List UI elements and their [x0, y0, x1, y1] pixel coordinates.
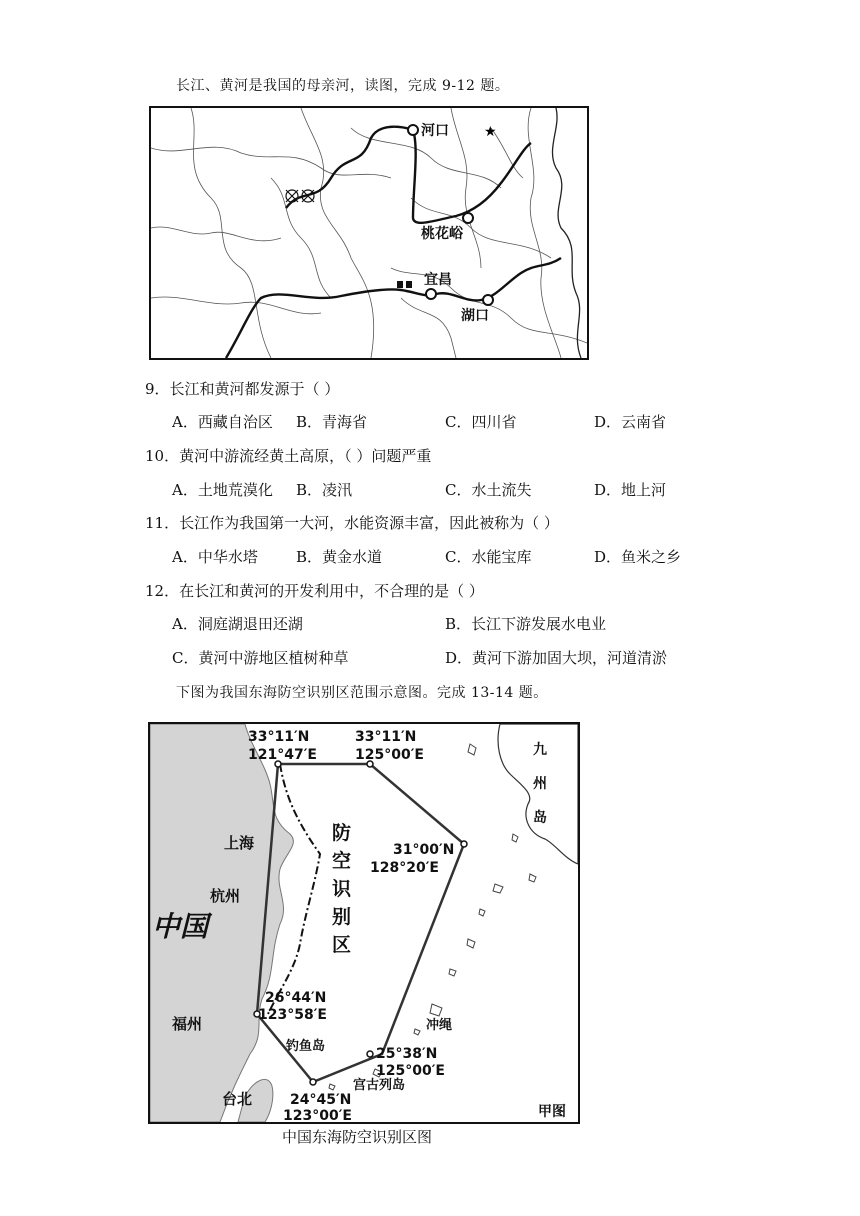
- point-4-lon: 123°58′E: [258, 1007, 327, 1023]
- beijing-star-icon: ★: [484, 124, 497, 140]
- point-2-lon: 125°00′E: [355, 747, 424, 763]
- point-1-lat: 33°11′N: [248, 729, 310, 745]
- okinawa-label: 冲绳: [426, 1018, 453, 1033]
- adiz-vertices: [254, 761, 467, 1085]
- adiz-boundary: [257, 764, 464, 1082]
- coastline: [552, 108, 581, 358]
- question-10: 10．黄河中游流经黄土高原，（ ）问题严重: [145, 447, 432, 465]
- intro-text-2: 下图为我国东海防空识别区范围示意图。完成 13-14 题。: [176, 685, 548, 701]
- zone-char-3: 识: [332, 878, 352, 900]
- intro-text-1: 长江、黄河是我国的母亲河，读图，完成 9-12 题。: [176, 78, 510, 94]
- point-1-lon: 121°47′E: [248, 747, 317, 763]
- point-3-lon: 128°20′E: [370, 860, 439, 876]
- hukou-label: 湖口: [461, 308, 489, 324]
- shanghai-label: 上海: [224, 834, 255, 852]
- china-label: 中国: [152, 910, 209, 943]
- hukou-marker: [483, 295, 493, 305]
- zone-char-2: 空: [332, 850, 352, 872]
- diaoyu-label: 钓鱼岛: [286, 1039, 326, 1054]
- miyako-label: 宫古列岛: [353, 1078, 406, 1093]
- figure-caption: 中国东海防空识别区图: [282, 1128, 433, 1146]
- adiz-map: [148, 722, 580, 1124]
- q11-option-d[interactable]: D．鱼米之乡: [594, 548, 682, 566]
- q12-option-a[interactable]: A．洞庭湖退田还湖: [172, 615, 303, 633]
- kyushu-char-2: 州: [533, 776, 547, 792]
- q10-option-d[interactable]: D．地上河: [594, 481, 667, 499]
- taohuayu-label: 桃花峪: [421, 226, 463, 242]
- fuzhou-label: 福州: [172, 1015, 203, 1033]
- point-3-lat: 31°00′N: [393, 842, 455, 858]
- q11-option-b[interactable]: B．黄金水道: [296, 548, 383, 566]
- zone-char-5: 区: [332, 934, 352, 956]
- q9-option-d[interactable]: D．云南省: [594, 413, 667, 431]
- hekou-marker: [408, 125, 418, 135]
- hangzhou-label: 杭州: [210, 887, 241, 905]
- q12-option-c[interactable]: C．黄河中游地区植树种草: [172, 649, 349, 667]
- q10-option-a[interactable]: A．土地荒漠化: [172, 481, 273, 499]
- point-2-lat: 33°11′N: [355, 729, 417, 745]
- point-5-lon: 125°00′E: [376, 1063, 445, 1079]
- q11-option-c[interactable]: C．水能宝库: [445, 548, 532, 566]
- taohuayu-marker: [463, 213, 473, 223]
- q11-option-a[interactable]: A．中华水塔: [172, 548, 258, 566]
- adiz-map-svg: [150, 724, 578, 1122]
- river-source-icon: [286, 190, 314, 202]
- zone-char-4: 别: [332, 906, 352, 928]
- question-11: 11．长江作为我国第一大河，水能资源丰富，因此被称为（ ）: [145, 514, 559, 532]
- ryukyu-islands: [329, 744, 536, 1090]
- yichang-marker: [426, 289, 436, 299]
- yangtze-river: [226, 258, 561, 358]
- rivers-map: [149, 106, 589, 360]
- q10-option-c[interactable]: C．水土流失: [445, 481, 532, 499]
- point-4-lat: 26°44′N: [265, 990, 327, 1006]
- q10-option-b[interactable]: B．凌汛: [296, 481, 353, 499]
- q9-option-c[interactable]: C．四川省: [445, 413, 517, 431]
- kyushu-char-1: 九: [533, 742, 547, 758]
- zone-char-1: 防: [332, 822, 352, 844]
- rivers-map-svg: [151, 108, 587, 358]
- point-6-lat: 24°45′N: [290, 1092, 352, 1108]
- kyushu-char-3: 岛: [533, 810, 547, 826]
- hekou-label: 河口: [421, 123, 449, 139]
- q9-option-b[interactable]: B．青海省: [296, 413, 368, 431]
- question-12: 12．在长江和黄河的开发利用中，不合理的是（ ）: [145, 582, 484, 600]
- q12-option-d[interactable]: D．黄河下游加固大坝，河道清淤: [445, 649, 668, 667]
- question-9: 9．长江和黄河都发源于（ ）: [145, 380, 340, 398]
- dam-icon: [397, 281, 403, 288]
- q12-option-b[interactable]: B．长江下游发展水电业: [445, 615, 607, 633]
- point-5-lat: 25°38′N: [376, 1046, 438, 1062]
- corner-label: 甲图: [538, 1104, 566, 1120]
- point-6-lon: 123°00′E: [283, 1108, 352, 1122]
- q9-option-a[interactable]: A．西藏自治区: [172, 413, 273, 431]
- dam-icon-2: [406, 281, 412, 288]
- yichang-label: 宜昌: [424, 272, 452, 288]
- taipei-label: 台北: [222, 1090, 253, 1108]
